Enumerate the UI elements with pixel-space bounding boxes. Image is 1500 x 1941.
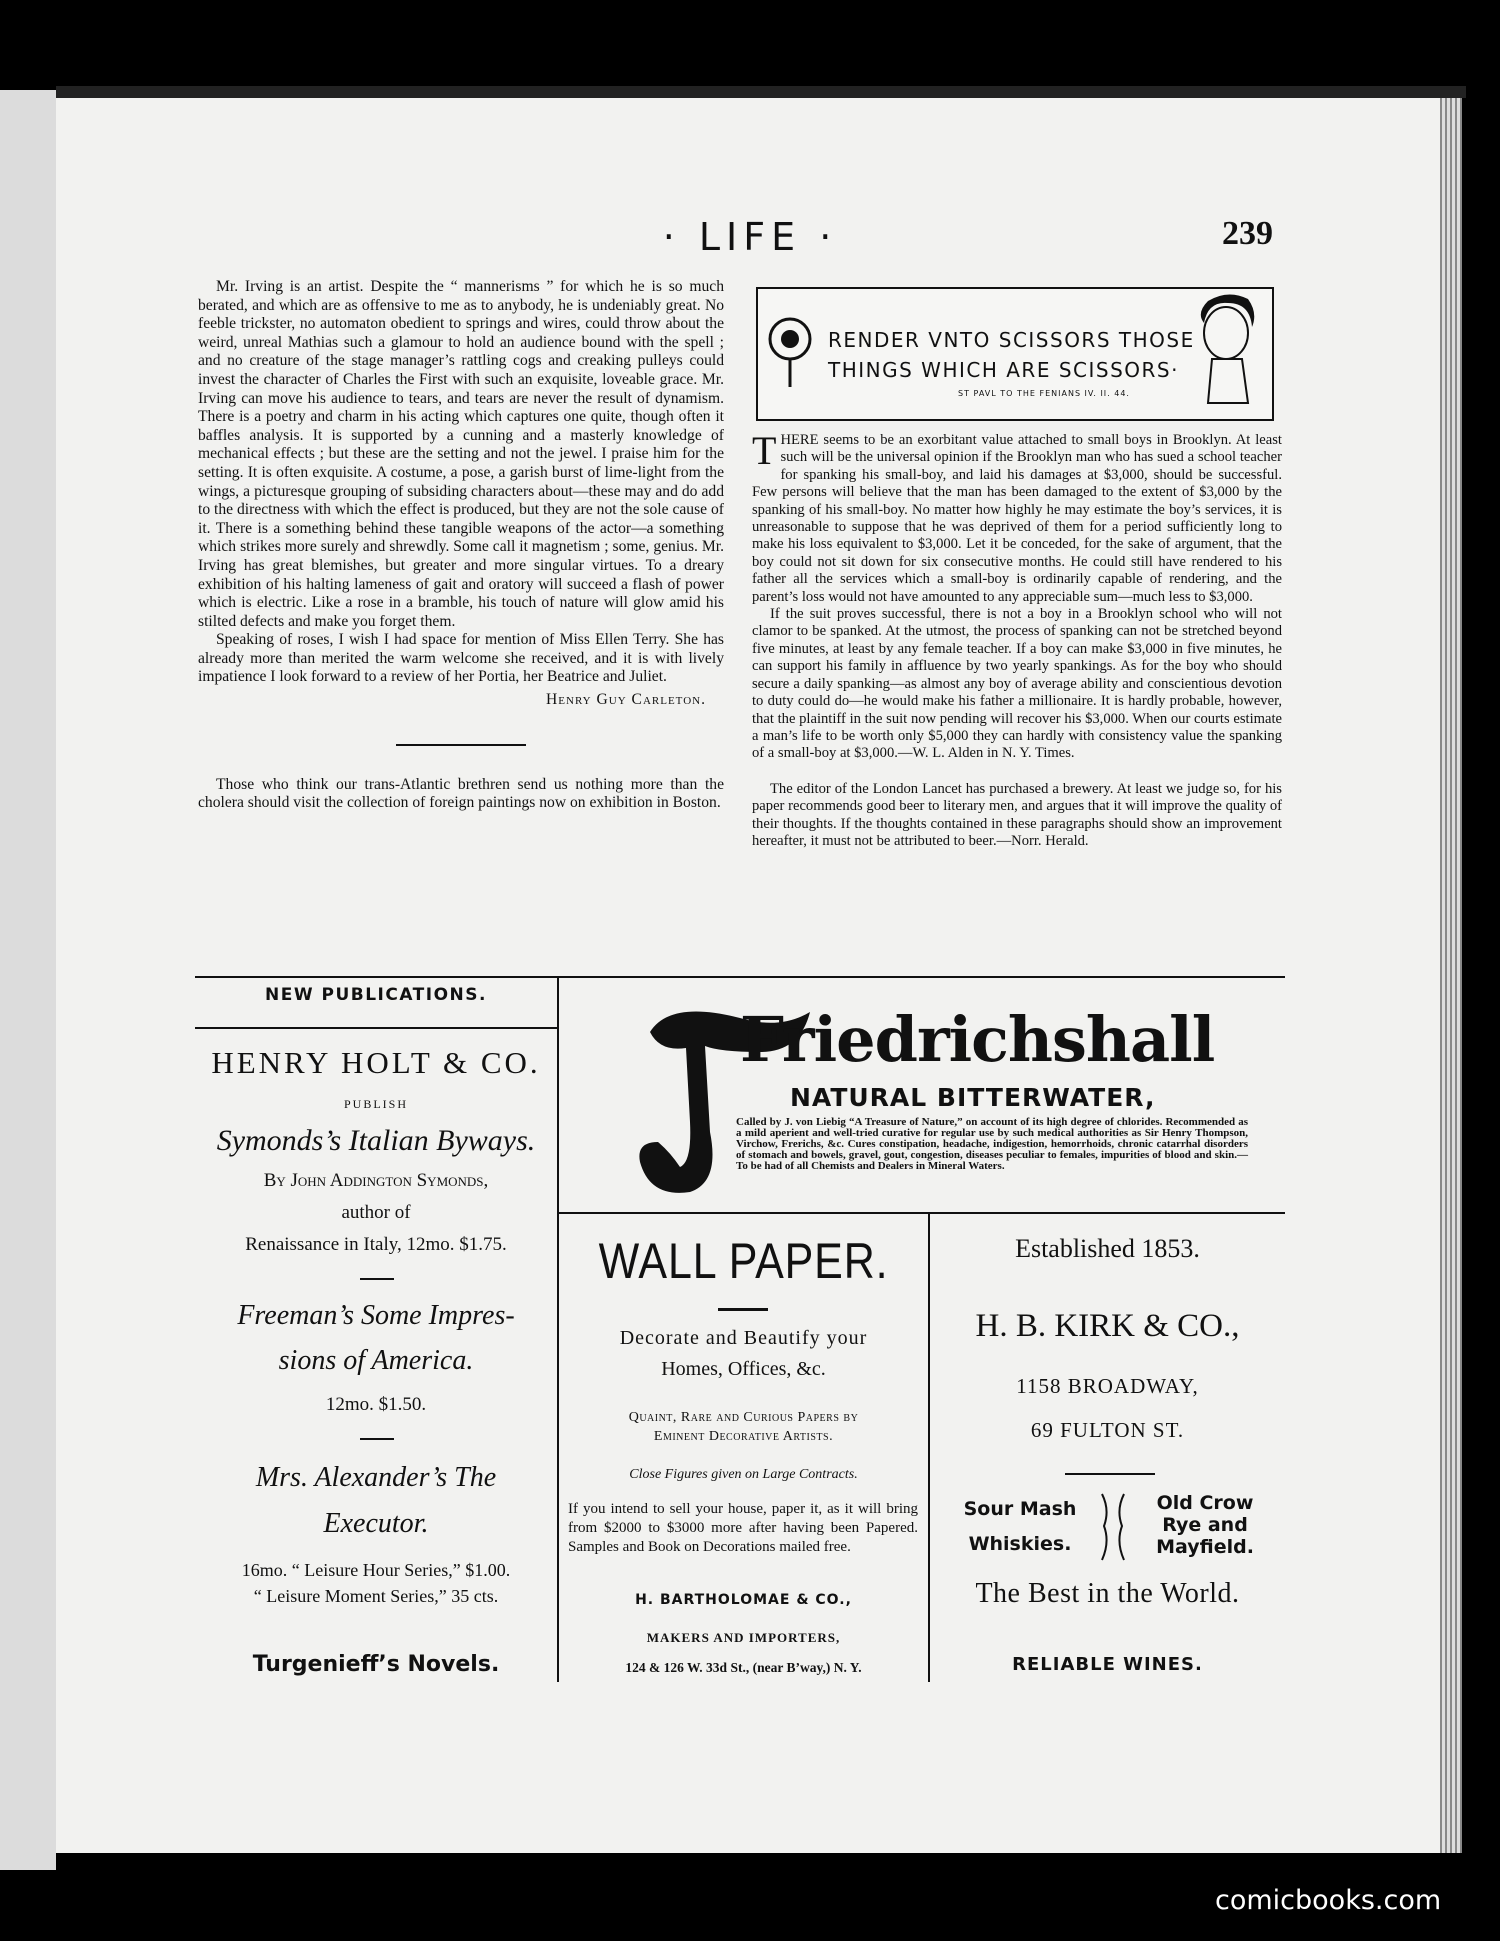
scan-shadow [56, 86, 1466, 98]
book-price: “ Leisure Moment Series,” 35 cts. [253, 1586, 499, 1606]
book-price: Renaissance in Italy, 12mo. $1.75. [245, 1234, 507, 1255]
short-divider [718, 1308, 768, 1311]
banner-line: THINGS WHICH ARE SCISSORS· [828, 358, 1179, 382]
article-paragraph [752, 428, 1282, 606]
ad-column-rule [928, 1214, 930, 1682]
kirk-address: 1158 BROADWAY, [1016, 1374, 1199, 1398]
wallpaper-line: Decorate and Beautify your [619, 1327, 868, 1349]
kirk-company: H. B. KIRK & CO., [975, 1308, 1240, 1344]
book-title: sions of America. [278, 1345, 474, 1376]
scissors-banner [756, 287, 1274, 421]
double-brace-icon [1096, 1492, 1130, 1562]
book-title: Executor. [323, 1508, 429, 1539]
book-price: 16mo. “ Leisure Hour Series,” $1.00. [241, 1560, 511, 1580]
right-article [752, 428, 1282, 850]
publications-footer: Turgenieff’s Novels. [252, 1652, 500, 1677]
banner-reference: ST PAVL TO THE FENIANS IV. II. 44. [958, 389, 1130, 398]
wallpaper-company: H. BARTHOLOMAE & CO., [635, 1592, 852, 1608]
kirk-address: 69 FULTON ST. [1030, 1418, 1185, 1442]
wallpaper-line: Quaint, Rare and Curious Papers by [628, 1410, 859, 1425]
article-note: Those who think our trans-Atlantic brethren send us nothing more than the cholera should visit the collection of foreign paintings now on exhibition in Boston. [198, 775, 724, 812]
divider [396, 744, 526, 746]
ad-row-rule [557, 1212, 1285, 1214]
left-article [198, 278, 724, 813]
short-divider [360, 1278, 394, 1280]
article-signature: Henry Guy Carleton. [546, 691, 706, 709]
running-header [0, 215, 1500, 265]
brand-name: Friedrichshall [740, 1003, 1215, 1076]
publications-heading: NEW PUBLICATIONS. [264, 985, 487, 1005]
ad-section-rule [195, 976, 1285, 978]
banner-text [828, 325, 1195, 385]
drop-cap: T [752, 428, 777, 473]
brand-subtitle: NATURAL BITTERWATER, [790, 1083, 1156, 1112]
facing-page-edge [0, 90, 56, 1870]
kirk-tagline: The Best in the World. [975, 1578, 1240, 1609]
page-stack-edge [1440, 98, 1462, 1853]
article-paragraph: Mr. Irving is an artist. Despite the “ mannerisms ” for which he is so much berated, and which are as offensive to me as to anybody, he is undeniably great. No feeble trickster, no automaton obedient to springs and wires, could throw about the weird, unreal Mathias such a glamour to hold an audience bound with the spell ; and no creature of the stage manager’s rattling cogs and creaking pulleys could invest the character of Charles the First with such an exquisite, loveable grace. Mr. Irving can move his audience to tears, and tears are never the result of dynamism. There is a poetry and charm in his acting which captures one quite, though often it baffles analysis. It is supported by a cunning and a masterly knowledge of mechanical effects ; but these are the setting and not the jewel. I praise him for the setting. It is often exquisite. A costume, a pose, a garish burst of lime-light from the wings, a picturesque grouping of subsiding characters about—these may and do add to the directness with which the effect is produced, but they are not the sole cause of it. There is a something behind these tangible weapons of the actor—a something which strikes more surely and shrewdly. Some call it magnetism ; some, genius. Mr. Irving has great blemishes, but greater and more singular virtues. To a dreary exhibition of his halting lameness of gait and oratory will succeed a flash of power which is electric. Like a rose in a bramble, his touch of nature will glow amid his stilted defects and make you forget them. [198, 278, 724, 630]
article-paragraph: The editor of the London Lancet has purchased a brewery. At least we judge so, for his paper recommends good beer to literary men, and argues that it will improve the quality of their thoughts. If the thoughts contained in these paragraphs should show an improvement hereafter, it must not be attributed to beer.—Norr. Herald. [752, 780, 1282, 849]
publisher-name: HENRY HOLT & CO. [211, 1045, 541, 1080]
article-paragraph: Speaking of roses, I wish I had space for mention of Miss Ellen Terry. She has already more than merited the warm welcome she received, and it is with lively impatience I look forward to a review of her Portia, her Beatrice and Juliet. [198, 631, 724, 686]
book-title: Freeman’s Some Impres- [237, 1300, 515, 1331]
kirk-right-line: Rye and [1162, 1514, 1248, 1536]
paragraph-text: HERE seems to be an exorbitant value attached to small boys in Brooklyn. At least such will be the universal opinion if the Brooklyn man who has sued a school teacher for spanking his small-boy, and laid his damages at $3,000, should be successful. Few persons will believe that the man has been damaged to the extent of $3,000 by the spanking of his small-boy. No matter how highly he may estimate the boy’s services, it is unreasonable to suppose that he was deprived of them for a period sufficiently long to make his loss equivalent to $3,000. Let it be conceded, for the sake of argument, that the boy could not sit down for six consecutive months. He could still have rendered to his father all the services which a small-boy is ordinarily capable of rendering, and the parent’s loss would not have amounted to any appreciable sum—much less to $3,000. [752, 432, 1282, 605]
page-number: 239 [1222, 215, 1273, 252]
wallpaper-body: If you intend to sell your house, paper it, as it will bring from $2000 to $3000 more after having been Papered. Samples and Book on Decorations mailed free. [568, 1501, 918, 1555]
book-title: Symonds’s Italian Byways. [216, 1124, 536, 1157]
magazine-title: · LIFE · [662, 215, 838, 259]
wallpaper-title: WALL PAPER. [598, 1233, 889, 1289]
heading-rule [195, 1027, 557, 1029]
book-author: By John Addington Symonds, [263, 1170, 489, 1191]
ornament-icon [764, 309, 816, 389]
watermark: comicbooks.com [1215, 1885, 1442, 1916]
publish-label: PUBLISH [343, 1097, 408, 1111]
article-paragraph: If the suit proves successful, there is not a boy in a Brooklyn school who will not clamor to be spanked. At the utmost, the process of spanking can not be stretched beyond five minutes, at least by any female teacher. If a boy can make $3,000 in five minutes, he can support his family in affluence by two yearly spankings. As for the boy who should secure a daily spanking—as almost any boy of average ability and conscientious devotion to duty could do—he would make his father a millionaire. It is hardly probable, however, that the plaintiff in the suit now pending will recover his $3,000. When our courts estimate a man’s life to be worth only $5,000 they can hardly with consistency value the spanking of a small-boy at $3,000.—W. L. Alden in N. Y. Times. [752, 606, 1282, 762]
banner-line: RENDER VNTO SCISSORS THOSE [828, 328, 1195, 352]
book-price: 12mo. $1.50. [325, 1394, 427, 1415]
kirk-right-line: Old Crow [1156, 1492, 1254, 1514]
kirk-left-line: Sour Mash [963, 1498, 1077, 1520]
kirk-right-line: Mayfield. [1156, 1536, 1254, 1558]
wallpaper-address: 124 & 126 W. 33d St., (near B’way,) N. Y. [625, 1660, 862, 1675]
book-title: Mrs. Alexander’s The [255, 1462, 497, 1493]
wallpaper-line: Eminent Decorative Artists. [653, 1429, 834, 1444]
head-portrait-icon [1188, 293, 1268, 413]
kirk-left-line: Whiskies. [968, 1533, 1072, 1555]
wallpaper-line: Close Figures given on Large Contracts. [629, 1467, 858, 1482]
short-divider [1065, 1473, 1155, 1475]
wallpaper-line: Homes, Offices, &c. [661, 1358, 826, 1380]
kirk-established: Established 1853. [1015, 1234, 1200, 1263]
kirk-footer: RELIABLE WINES. [1012, 1654, 1203, 1675]
book-author-of: author of [341, 1202, 411, 1223]
short-divider [360, 1438, 394, 1440]
brand-description: Called by J. von Liebig “A Treasure of Nature,” on account of its high degree of chlorides. Recommended as a mild aperient and well-tried curative for regular use by such medical authorities as Sir Henry Thompson, Virchow, Frerichs, &c. Cures constipation, headache, indigestion, hemorrhoids, chronic catarrhal disorders of stomach and bowels, gravel, gout, congestion, diseases peculiar to females, impurities of blood and skin.—To be had of all Chemists and Dealers in Mineral Waters. [736, 1116, 1248, 1172]
wallpaper-makers: MAKERS AND IMPORTERS, [646, 1630, 841, 1645]
